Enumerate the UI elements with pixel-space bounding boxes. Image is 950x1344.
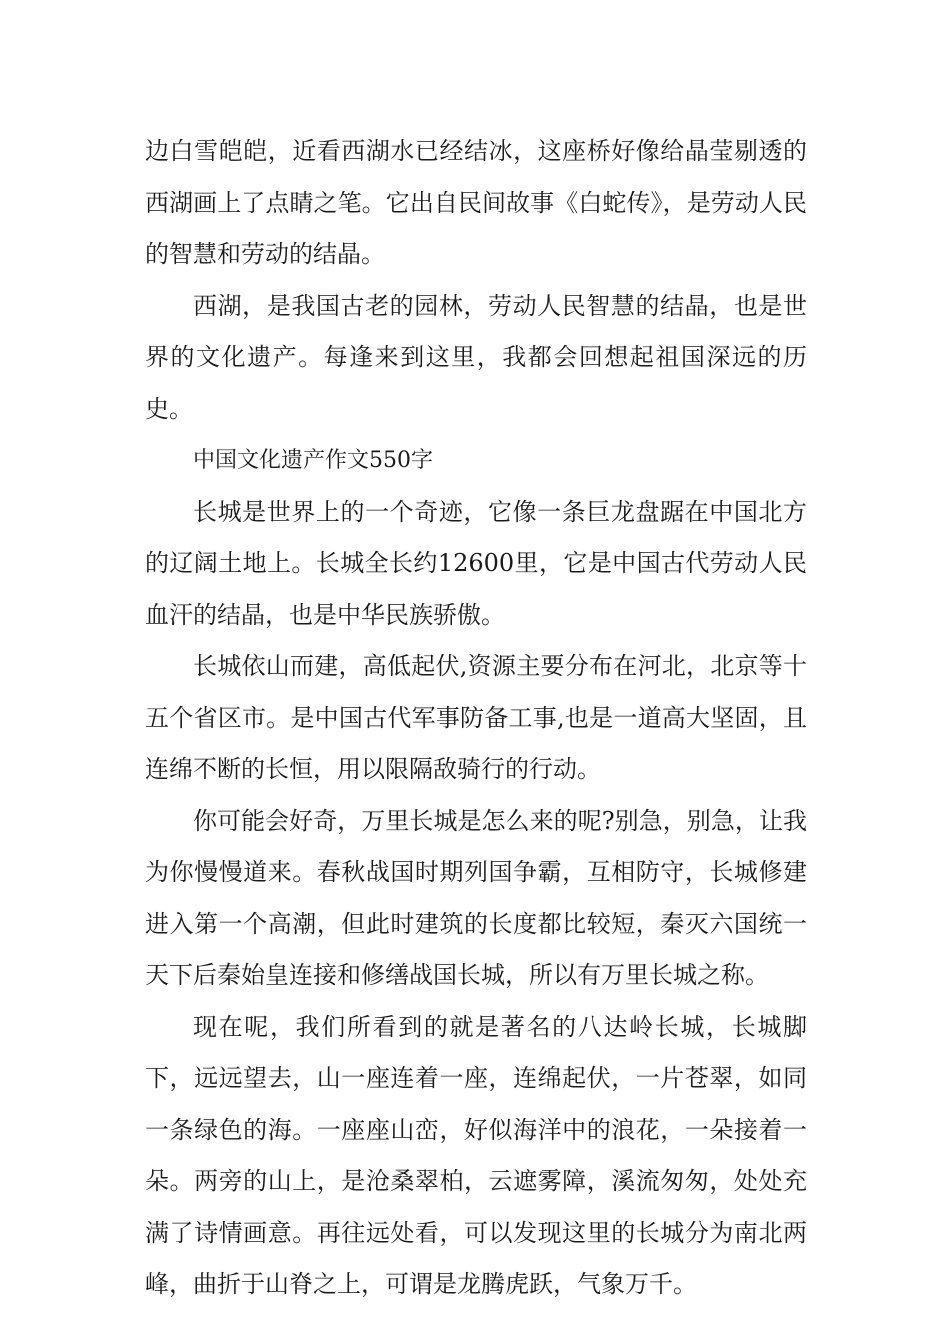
document-body bbox=[145, 126, 807, 1311]
paragraph-great-wall-intro: 长城是世界上的一个奇迹，它像一条巨龙盘踞在中国北方的辽阔土地上。长城全长约12600里，它是中国古代劳动人民血汗的结晶，也是中华民族骄傲。 bbox=[145, 497, 807, 629]
paragraph-great-wall-terrain: 长城依山而建，高低起伏,资源主要分布在河北，北京等十五个省区市。是中国古代军事防备工事,也是一道高大坚固，且连绵不断的长恒，用以限隔敌骑行的行动。 bbox=[145, 652, 807, 783]
section-heading: 中国文化遗产作文550字 bbox=[193, 448, 433, 473]
paragraph-west-lake-heritage: 西湖，是我国古老的园林，劳动人民智慧的结晶，也是世界的文化遗产。每逢来到这里，我都会回想起祖国深远的历史。 bbox=[145, 291, 807, 423]
paragraph-great-wall-history: 你可能会好奇，万里长城是怎么来的呢?别急，别急，让我为你慢慢道来。春秋战国时期列国争霸，互相防守，长城修建进入第一个高潮，但此时建筑的长度都比较短，秦灭六国统一天下后秦始皇连接和修缮战国长城，所以有万里长城之称。 bbox=[145, 806, 807, 989]
paragraph-west-lake-bridge: 边白雪皑皑，近看西湖水已经结冰，这座桥好像给晶莹剔透的西湖画上了点睛之笔。它出自民间故事《白蛇传》，是劳动人民的智慧和劳动的结晶。 bbox=[145, 137, 807, 268]
paragraph-badaling: 现在呢，我们所看到的就是著名的八达岭长城，长城脚下，远远望去，山一座连着一座，连绵起伏，一片苍翠，如同一条绿色的海。一座座山峦，好似海洋中的浪花，一朵接着一朵。两旁的山上，是沧桑翠柏，云遮雾障，溪流匆匆，处处充满了诗情画意。再往远处看，可以发现这里的长城分为南北两峰，曲折于山脊之上，可谓是龙腾虎跃，气象万千。 bbox=[145, 1012, 807, 1298]
